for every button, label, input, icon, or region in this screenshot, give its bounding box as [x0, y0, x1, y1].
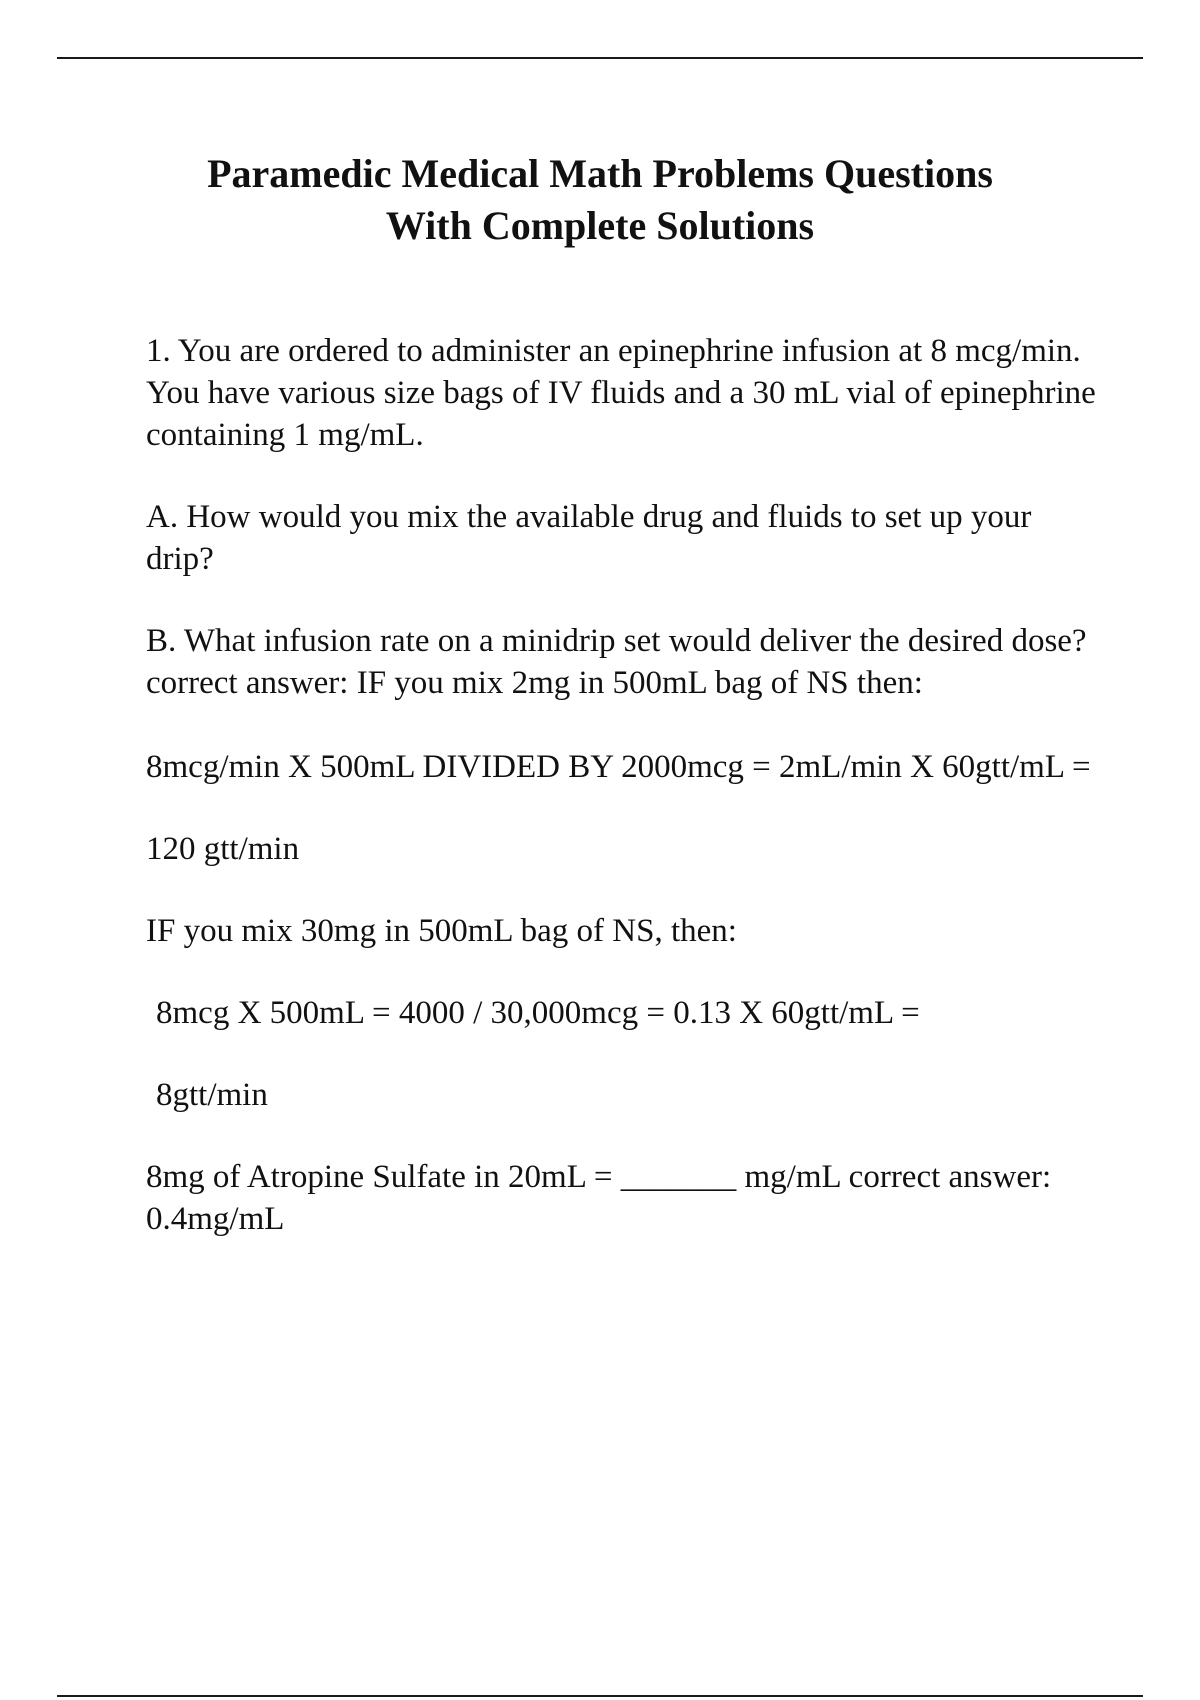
top-divider: [57, 57, 1143, 59]
mix-30mg-text: IF you mix 30mg in 500mL bag of NS, then:: [146, 913, 737, 949]
part-b-text: B. What infusion rate on a minidrip set would deliver the desired dose? correct answer: IF you mix 2mg in 500mL bag of NS then:: [146, 623, 1087, 701]
document-body: [146, 330, 1106, 1240]
question-1-text: 1. You are ordered to administer an epinephrine infusion at 8 mcg/min. You have various size bags of IV fluids and a 30 mL vial of epinephrine containing 1 mg/mL.: [146, 333, 1096, 453]
result-1: 120 gtt/min: [146, 831, 300, 867]
part-a-text: A. How would you mix the available drug and fluids to set up your drip?: [146, 499, 1032, 577]
bottom-divider: [57, 1695, 1143, 1697]
calculation-1: 8mcg/min X 500mL DIVIDED BY 2000mcg = 2mL/min X 60gtt/mL =: [146, 749, 1091, 785]
title-line-1: Paramedic Medical Math Problems Questions: [207, 151, 993, 196]
atropine-question-text: 8mg of Atropine Sulfate in 20mL = _______ mg/mL correct answer: 0.4mg/mL: [146, 1159, 1052, 1237]
page-title: [100, 148, 1100, 252]
calculation-2: 8mcg X 500mL = 4000 / 30,000mcg = 0.13 X 60gtt/mL =: [156, 995, 920, 1031]
title-line-2: With Complete Solutions: [385, 203, 815, 248]
result-2: 8gtt/min: [156, 1077, 268, 1113]
